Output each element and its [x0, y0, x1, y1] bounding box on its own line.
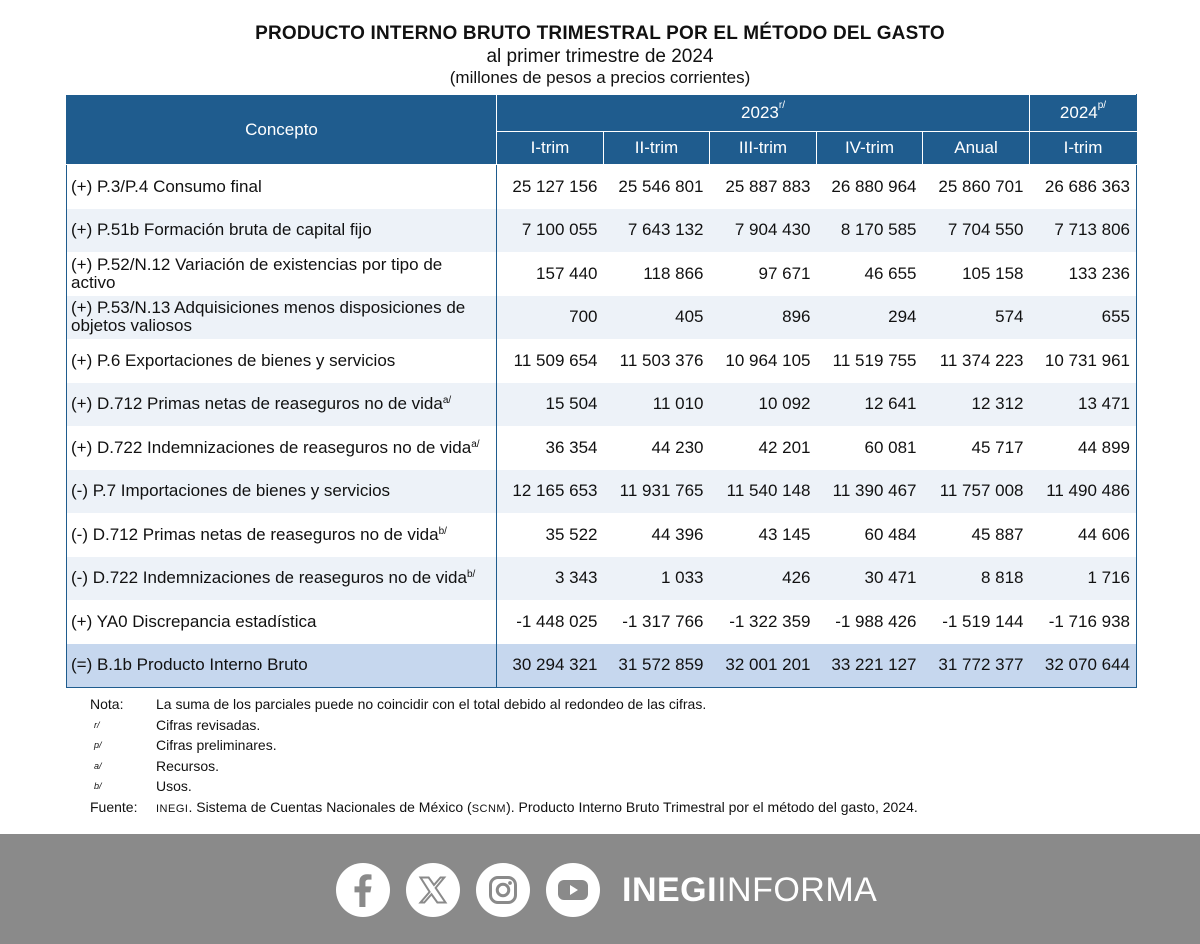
row-label: (-) D.722 Indemnizaciones de reaseguros no de vida$^{b/}$: [67, 557, 497, 601]
table-row: [67, 470, 1137, 514]
table-row: [67, 600, 1137, 644]
cell-value: 405: [604, 296, 710, 340]
cell-value: -1 716 938: [1030, 600, 1137, 644]
note-item: a/ Recursos.: [94, 757, 220, 774]
cell-value: 8 170 585: [817, 209, 923, 253]
table-row: [67, 644, 1137, 688]
cell-value: 46 655: [864, 263, 917, 283]
table-row: [67, 296, 1137, 340]
row-label: (+) P.53/N.13 Adquisiciones menos disposiciones de objetos valiosos: [67, 296, 497, 340]
footer-bar: [0, 834, 1200, 944]
cell-value: 105 158: [962, 263, 1024, 283]
note-item: b/ Usos.: [94, 778, 192, 794]
table-row: [67, 426, 1137, 470]
source-key: Fuente:: [90, 798, 138, 815]
note-item: p/ Cifras preliminares.: [94, 737, 277, 753]
note-text: La suma de los parciales puede no coincidir con el total debido al redondeo de las cifras.: [156, 696, 707, 712]
row-label: (+) D.722 Indemnizaciones de reaseguros no de vida$^{a/}$: [67, 426, 497, 470]
cell-value: 25 127 156: [497, 165, 604, 209]
table-row: [67, 209, 1137, 253]
facebook-icon[interactable]: [336, 863, 390, 917]
table-row: [67, 252, 1137, 296]
youtube-icon[interactable]: [546, 863, 600, 917]
header-concept: Concepto: [67, 95, 497, 165]
cell-value: 11 374 223: [939, 350, 1024, 370]
cell-value: 574: [923, 296, 1030, 340]
cell-value: 44 899: [1030, 426, 1137, 470]
cell-value: 118 866: [643, 263, 704, 283]
cell-value: 426: [710, 557, 817, 601]
table-row: [67, 513, 1137, 557]
cell-value: 700: [497, 296, 604, 340]
cell-value: 7 713 806: [1030, 209, 1137, 253]
cell-value: 11 503 376: [619, 350, 704, 370]
header-col-4: IV-trim: [817, 132, 923, 165]
cell-value: 44 606: [1030, 513, 1137, 557]
cell-value: 12 165 653: [497, 470, 604, 514]
table-row: [67, 165, 1137, 209]
cell-value: 36 354: [497, 426, 604, 470]
cell-value: -1 322 359: [729, 611, 811, 631]
cell-value: 8 818: [923, 557, 1030, 601]
row-label: (+) P.3/P.4 Consumo final: [67, 165, 497, 209]
cell-value: 30 294 321: [497, 644, 604, 688]
table-row: [67, 339, 1137, 383]
cell-value: 32 070 644: [1030, 644, 1137, 688]
cell-value: 13 471: [1030, 383, 1137, 427]
brand-wordmark[interactable]: INEGIINFORMA: [622, 870, 878, 909]
cell-value: 7 904 430: [710, 209, 817, 253]
page-title: PRODUCTO INTERNO BRUTO TRIMESTRAL POR EL MÉTODO DEL GASTO: [255, 23, 945, 44]
cell-value: 44 396: [651, 524, 704, 544]
note-item: r/ Cifras revisadas.: [94, 716, 261, 733]
cell-value: 294: [817, 296, 923, 340]
cell-value: 1 716: [1030, 557, 1137, 601]
x-icon[interactable]: [406, 863, 460, 917]
row-label: (+) P.6 Exportaciones de bienes y servicios: [67, 339, 497, 383]
cell-value: 45 887: [971, 524, 1024, 544]
cell-value: 97 671: [758, 263, 811, 283]
cell-value: 12 312: [923, 383, 1030, 427]
cell-value: 11 509 654: [497, 339, 604, 383]
cell-value: 11 010: [604, 383, 710, 427]
cell-value: 32 001 201: [710, 644, 817, 688]
cell-value: 3 343: [497, 557, 604, 601]
cell-value: 10 964 105: [725, 350, 811, 370]
cell-value: 7 643 132: [604, 209, 710, 253]
page-subtitle: al primer trimestre de 2024: [486, 46, 714, 67]
cell-value: 10 092: [710, 383, 817, 427]
cell-value: 1 033: [604, 557, 710, 601]
cell-value: 11 519 755: [832, 350, 917, 370]
cell-value: 26 880 964: [817, 165, 923, 209]
header-col-5: Anual: [923, 132, 1030, 165]
units-caption: (millones de pesos a precios corrientes): [449, 68, 751, 87]
cell-value: 11 390 467: [817, 470, 923, 514]
header-year-2024: $2024^{p/}$: [1030, 95, 1137, 132]
cell-value: 11 757 008: [923, 470, 1030, 514]
social-links: [336, 863, 877, 917]
cell-value: 7 704 550: [923, 209, 1030, 253]
cell-value: 35 522: [497, 513, 604, 557]
cell-value: 31 572 859: [604, 644, 710, 688]
gdp-table: [66, 94, 1137, 688]
cell-value: 157 440: [497, 252, 604, 296]
cell-value: -1 448 025: [497, 600, 604, 644]
cell-value: 11 490 486: [1030, 470, 1137, 514]
cell-value: 133 236: [1030, 252, 1137, 296]
table-row: [67, 557, 1137, 601]
cell-value: 43 145: [758, 524, 811, 544]
header-year-2023: $2023^{r/}$: [497, 95, 1030, 132]
cell-value: 60 484: [864, 524, 917, 544]
header-col-2: II-trim: [604, 132, 710, 165]
cell-value: 31 772 377: [923, 644, 1030, 688]
cell-value: 7 100 055: [497, 209, 604, 253]
row-label: (-) D.712 Primas netas de reaseguros no de vida$^{b/}$: [67, 513, 497, 557]
cell-value: -1 317 766: [622, 611, 704, 631]
cell-value: 33 221 127: [817, 644, 923, 688]
row-label: (+) YA0 Discrepancia estadística: [67, 600, 497, 644]
cell-value: 11 931 765: [604, 470, 710, 514]
cell-value: 12 641: [817, 383, 923, 427]
cell-value: 44 230: [651, 437, 704, 457]
source-text: INEGI. Sistema de Cuentas Nacionales de México (SCNM). Producto Interno Bruto Trimestral por el método del gasto, 2024.: [156, 798, 918, 815]
instagram-icon[interactable]: [476, 863, 530, 917]
table-row: [67, 383, 1137, 427]
cell-value: -1 988 426: [835, 611, 917, 631]
cell-value: 25 887 883: [710, 165, 817, 209]
cell-value: 30 471: [817, 557, 923, 601]
cell-value: 25 546 801: [604, 165, 710, 209]
row-label: (=) B.1b Producto Interno Bruto: [67, 644, 497, 688]
cell-value: 45 717: [971, 437, 1024, 457]
cell-value: 25 860 701: [923, 165, 1030, 209]
header-col-6: I-trim: [1030, 132, 1137, 165]
cell-value: -1 519 144: [942, 611, 1024, 631]
cell-value: 60 081: [864, 437, 917, 457]
cell-value: 11 540 148: [710, 470, 817, 514]
notes-block: [90, 694, 918, 819]
cell-value: 15 504: [497, 383, 604, 427]
cell-value: 896: [710, 296, 817, 340]
note-key: Nota:: [90, 696, 124, 712]
cell-value: 10 731 961: [1030, 339, 1137, 383]
row-label: (-) P.7 Importaciones de bienes y servicios: [67, 470, 497, 514]
row-label: (+) P.52/N.12 Variación de existencias por tipo de activo: [67, 252, 497, 296]
cell-value: 42 201: [758, 437, 811, 457]
row-label: (+) P.51b Formación bruta de capital fijo: [67, 209, 497, 253]
cell-value: 26 686 363: [1030, 165, 1137, 209]
header-col-3: III-trim: [710, 132, 817, 165]
cell-value: 655: [1030, 296, 1137, 340]
title-block: [0, 22, 1200, 88]
row-label: (+) D.712 Primas netas de reaseguros no de vida$^{a/}$: [67, 383, 497, 427]
header-col-1: I-trim: [497, 132, 604, 165]
